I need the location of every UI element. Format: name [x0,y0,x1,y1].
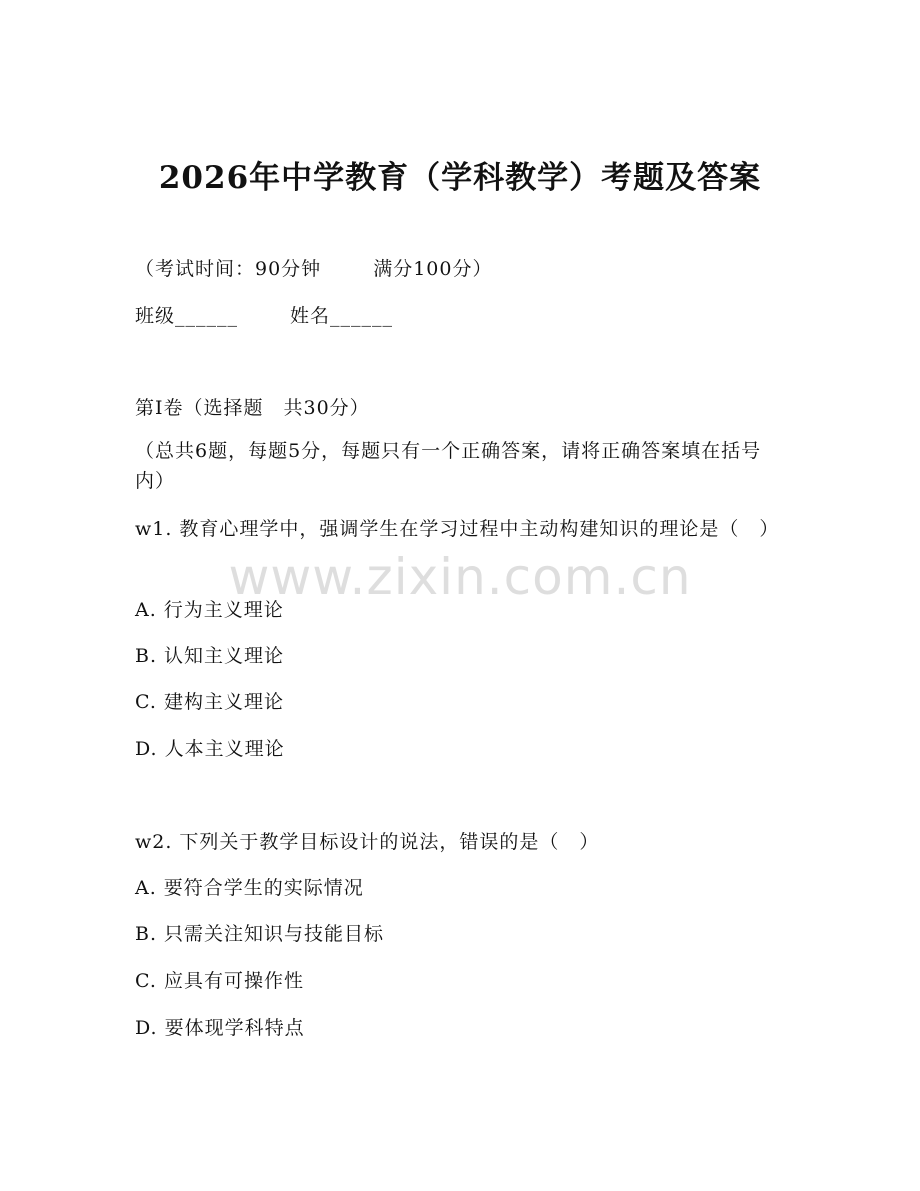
section-heading: 第I卷（选择题 共30分） [135,397,370,419]
exam-score: 满分100分） [373,258,493,280]
name-field: 姓名______ [290,305,394,327]
question-1-stem: w1. 教育心理学中，强调学生在学习过程中主动构建知识的理论是（ ） [135,518,780,540]
question-2-option-a: A. 要符合学生的实际情况 [135,877,364,899]
question-1-option-c: C. 建构主义理论 [135,691,284,713]
question-2-stem: w2. 下列关于教学目标设计的说法，错误的是（ ） [135,831,600,853]
section-instruction: （总共6题，每题5分，每题只有一个正确答案，请将正确答案填在括号内） [135,440,762,492]
watermark: www.zixin.com.cn [228,548,692,606]
question-2-option-d: D. 要体现学科特点 [135,1017,305,1039]
class-field: 班级______ [135,305,239,327]
question-2-option-b: B. 只需关注知识与技能目标 [135,923,385,945]
question-1-option-b: B. 认知主义理论 [135,645,285,667]
document-title: 2026年中学教育（学科教学）考题及答案 [158,160,762,196]
question-1-option-a: A. 行为主义理论 [135,599,284,621]
exam-time: （考试时间：90分钟 [135,258,322,280]
question-2-option-c: C. 应具有可操作性 [135,970,304,992]
student-fields [135,301,393,328]
exam-info [135,254,492,281]
question-1-option-d: D. 人本主义理论 [135,738,285,760]
